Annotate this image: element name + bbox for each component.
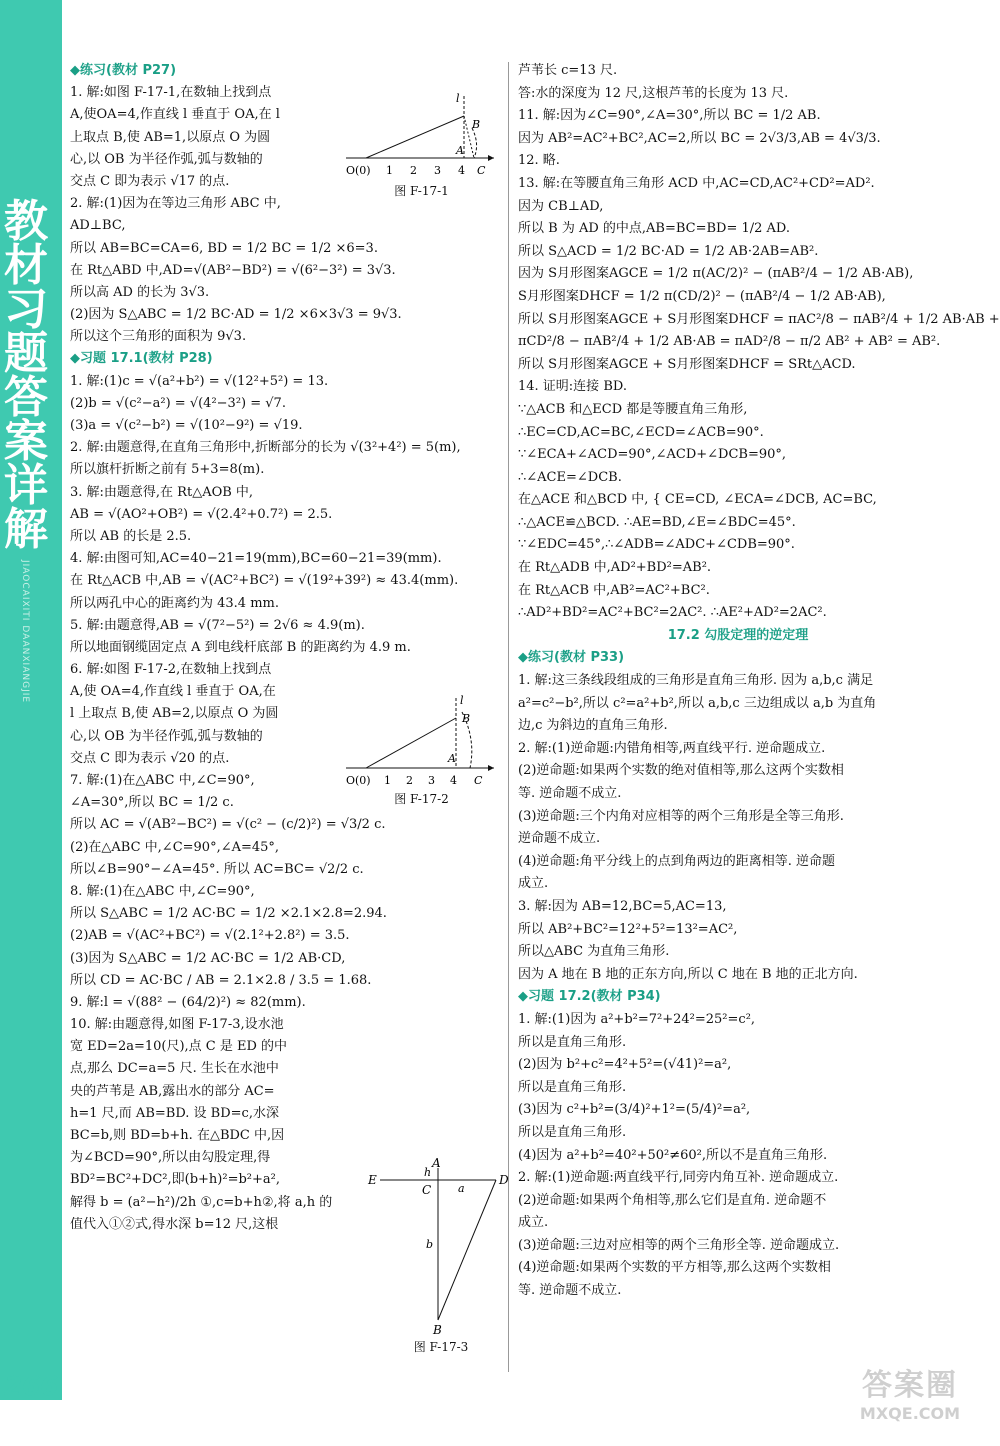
text-line: 所以是直角三角形. [518, 1079, 627, 1095]
text-line: 交点 C 即为表示 √17 的点. [70, 173, 230, 189]
text-line: 2. 解:(1)逆命题:内错角相等,两直线平行. 逆命题成立. [518, 740, 826, 756]
figure-caption-1: 图 F-17-1 [394, 184, 449, 198]
text-line: 所以∠B=90°−∠A=45°. 所以 AC=BC= √2/2 c. [70, 861, 364, 877]
pond-reed-diagram [366, 1156, 516, 1338]
fig1-label-l: l [456, 92, 460, 105]
text-line: ∴AD²+BD²=AC²+BC²=2AC². ∴AE²+AD²=2AC². [518, 605, 827, 621]
text-line: (3)因为 S△ABC = 1/2 AC·BC = 1/2 AB·CD, [70, 950, 346, 966]
text-line: 1. 解:(1)c = √(a²+b²) = √(12²+5²) = 13. [70, 373, 329, 389]
sidebar-band [0, 0, 62, 1400]
text-line: (3)逆命题:三个内角对应相等的两个三角形是全等三角形. [518, 808, 844, 824]
fig1-label-2: 2 [410, 164, 417, 177]
text-line: 所以 AC = √(AB²−BC²) = √(c² − (c/2)²) = √3/2 c. [70, 817, 386, 833]
text-line: 所以地面钢缆固定点 A 到电线杆底部 B 的距离约为 4.9 m. [70, 639, 411, 655]
fig1-label-1: 1 [386, 164, 393, 177]
watermark-logo-text: 答案圈 [862, 1368, 958, 1403]
text-line: 成立. [518, 1215, 549, 1231]
fig3-label-a-side: a [458, 1182, 465, 1195]
section-heading: ◆练习(教材 P27) [70, 63, 177, 78]
text-line: 因为 CB⊥AD, [518, 198, 604, 214]
text-line: 所以旗杆折断之前有 5+3=8(m). [70, 462, 265, 478]
text-line: 在△ACE 和△BCD 中, { CE=CD, ∠ECA=∠DCB, AC=BC, [518, 492, 877, 508]
text-line: 为∠BCD=90°,所以由勾股定理,得 [70, 1150, 271, 1166]
fig2-label-3: 3 [428, 774, 435, 787]
fig1-label-o: O(0) [346, 164, 371, 177]
text-line: 点,那么 DC=a=5 尺. 生长在水池中 [70, 1061, 279, 1077]
text-line: 7. 解:(1)在△ABC 中,∠C=90°, [70, 773, 255, 788]
fig1-label-c: C [477, 164, 486, 177]
text-line: (2)逆命题:如果两个实数的绝对值相等,那么这两个实数相 [518, 763, 844, 779]
text-line: 14. 证明:连接 BD. [518, 379, 627, 395]
text-line: 答:水的深度为 12 尺,这根芦苇的长度为 13 尺. [518, 85, 789, 101]
figure-f17-2 [344, 690, 499, 807]
text-line: 1. 解:如图 F-17-1,在数轴上找到点 [70, 85, 272, 101]
fig2-label-c: C [474, 774, 483, 787]
figure-f17-1 [344, 86, 499, 199]
text-line: ∠A=30°,所以 BC = 1/2 c. [70, 795, 234, 811]
text-line: 所以这个三角形的面积为 9√3. [70, 329, 247, 345]
text-line: 芦苇长 c=13 尺. [518, 63, 618, 78]
text-line: 2. 解:(1)逆命题:两直线平行,同旁内角互补. 逆命题成立. [518, 1170, 839, 1186]
text-line: 等. 逆命题不成立. [518, 786, 622, 801]
text-line: 12. 略. [518, 153, 560, 169]
text-line: 在 Rt△ACB 中,AB = √(AC²+BC²) = √(19²+39²) ≈ 43.4(mm). [70, 573, 459, 589]
fig2-label-b: B [462, 712, 471, 725]
text-line: 6. 解:如图 F-17-2,在数轴上找到点 [70, 662, 272, 678]
text-line: 交点 C 即为表示 √20 的点. [70, 750, 230, 766]
text-line: (3)逆命题:三边对应相等的两个三角形全等. 逆命题成立. [518, 1237, 840, 1253]
text-line: 1. 解:这三条线段组成的三角形是直角三角形. 因为 a,b,c 满足 [518, 673, 874, 689]
text-line: A,使 OA=4,作直线 l 垂直于 OA,在 [70, 684, 276, 700]
sidebar-pinyin: JIAOCAIXITI DAANXIANGJIE [20, 560, 30, 704]
fig2-label-4: 4 [450, 774, 457, 787]
text-line: 成立. [518, 876, 549, 892]
fig3-label-d: D [499, 1173, 509, 1187]
fig3-label-a: A [432, 1156, 441, 1170]
fig3-label-e: E [368, 1173, 377, 1187]
fig2-label-a: A [448, 752, 456, 765]
text-line: ∵∠EDC=45°,∴∠ADB=∠ADC+∠CDB=90°. [518, 537, 795, 553]
text-line: 所以 S月形图案AGCE + S月形图案DHCF = πAC²/8 − πAB²/4 + 1/2 AB·AB + [518, 311, 1000, 327]
text-line: 2. 解:由题意得,在直角三角形中,折断部分的长为 √(3²+4²) = 5(m), [70, 440, 461, 456]
number-line-diagram-1 [344, 86, 499, 182]
section-heading: ◆练习(教材 P33) [518, 650, 625, 666]
text-line: 心,以 OB 为半径作弧,弧与数轴的 [70, 728, 263, 744]
text-line: 所以 S△ACD = 1/2 BC·AD = 1/2 AB·2AB=AB². [518, 243, 819, 259]
number-line-diagram-2 [344, 690, 499, 790]
text-line: 3. 解:由题意得,在 Rt△AOB 中, [70, 484, 254, 500]
text-line: 所以是直角三角形. [518, 1034, 627, 1050]
text-line: 3. 解:因为 AB=12,BC=5,AC=13, [518, 898, 727, 914]
fig3-label-h: h [424, 1166, 432, 1179]
text-line: 值代入①②式,得水深 b=12 尺,这根 [70, 1216, 279, 1232]
text-line: 所以高 AD 的长为 3√3. [70, 284, 210, 300]
text-line: (2)AB = √(AC²+BC²) = √(2.1²+2.8²) = 3.5. [70, 928, 350, 944]
text-line: 所以 S月形图案AGCE + S月形图案DHCF = SRt△ACD. [518, 356, 856, 372]
text-line: h=1 尺,而 AB=BD. 设 BD=c,水深 [70, 1105, 279, 1121]
text-line: 在 Rt△ACB 中,AB²=AC²+BC². [518, 582, 710, 598]
text-line: 央的芦苇是 AB,露出水的部分 AC= [70, 1083, 275, 1099]
text-line: ∴∠ACE=∠DCB. [518, 469, 622, 485]
fig1-label-3: 3 [434, 164, 441, 177]
text-line: 所以两孔中心的距离约为 43.4 mm. [70, 595, 279, 611]
fig1-label-a: A [456, 144, 464, 157]
text-line: 所以 CD = AC·BC / AB = 2.1×2.8 / 3.5 = 1.68. [70, 972, 372, 988]
text-line: 上取点 B,使 AB=1,以原点 O 为圆 [70, 129, 271, 145]
text-line: ∴EC=CD,AC=BC,∠ECD=∠ACB=90°. [518, 424, 764, 440]
text-line: 因为 A 地在 B 地的正东方向,所以 C 地在 B 地的正北方向. [518, 966, 858, 982]
text-line: 所以△ABC 为直角三角形. [518, 944, 670, 960]
text-line: (2)因为 b²+c²=4²+5²=(√41)²=a², [518, 1057, 732, 1073]
figure-caption-3: 图 F-17-3 [413, 1340, 469, 1354]
fig2-label-2: 2 [406, 774, 413, 787]
text-line: 1. 解:(1)因为 a²+b²=7²+24²=25²=c², [518, 1011, 756, 1027]
text-line: 10. 解:由题意得,如图 F-17-3,设水池 [70, 1017, 284, 1033]
section-heading: ◆习题 17.1(教材 P28) [70, 351, 213, 367]
text-line: AB = √(AO²+OB²) = √(2.4²+0.7²) = 2.5. [70, 506, 333, 522]
text-line: (2)逆命题:如果两个角相等,那么它们是直角. 逆命题不 [518, 1192, 827, 1208]
text-line: 在 Rt△ABD 中,AD=√(AB²−BD²) = √(6²−3²) = 3√3. [70, 262, 396, 278]
text-line: A,使OA=4,作直线 l 垂直于 OA,在 l [70, 107, 280, 123]
sidebar-title: 教材习题答案详解 [4, 196, 48, 555]
text-line: 边,c 为斜边的直角三角形. [518, 718, 668, 734]
text-line: 因为 S月形图案AGCE = 1/2 π(AC/2)² − (πAB²/4 − 1/2 AB·AB), [518, 266, 914, 282]
text-line: (3)a = √(c²−b²) = √(10²−9²) = √19. [70, 418, 303, 433]
text-line: 所以 AB²+BC²=12²+5²=13²=AC², [518, 921, 738, 937]
text-line: (2)因为 S△ABC = 1/2 BC·AD = 1/2 ×6×3√3 = 9√3. [70, 307, 402, 323]
text-line: AD⊥BC, [70, 218, 126, 234]
text-line: 5. 解:由题意得,AB = √(7²−5²) = 2√6 ≈ 4.9(m). [70, 617, 365, 633]
text-line: BD²=BC²+DC²,即(b+h)²=b²+a², [70, 1172, 280, 1188]
left-column [70, 62, 500, 1238]
section-heading: ◆习题 17.2(教材 P34) [518, 989, 661, 1005]
watermark [820, 1360, 1000, 1423]
watermark-url: MXQE.COM [859, 1404, 961, 1423]
text-line: 因为 AB²=AC²+BC²,AC=2,所以 BC = 2√3/3,AB = 4√3/3. [518, 130, 881, 146]
text-line: a²=c²−b²,所以 c²=a²+b²,所以 a,b,c 三边组成以 a,b 为直角 [518, 695, 877, 711]
text-line: 所以 AB 的长是 2.5. [70, 528, 192, 544]
text-line: 等. 逆命题不成立. [518, 1283, 622, 1299]
text-line: (4)因为 a²+b²=40²+50²≠60²,所以不是直角三角形. [518, 1147, 828, 1163]
text-line: 8. 解:(1)在△ABC 中,∠C=90°, [70, 883, 255, 899]
text-line: (4)逆命题:如果两个实数的平方相等,那么这两个实数相 [518, 1260, 831, 1276]
text-line: 逆命题不成立. [518, 831, 601, 847]
text-line: (4)逆命题:角平分线上的点到角两边的距离相等. 逆命题 [518, 853, 836, 869]
text-line: πCD²/8 − πAB²/4 + 1/2 AB·AB = πAD²/8 − π/2 AB² + AB² = AB². [518, 334, 941, 350]
text-line: (2)b = √(c²−a²) = √(4²−3²) = √7. [70, 395, 286, 411]
text-line: 所以 B 为 AD 的中点,AB=BC=BD= 1/2 AD. [518, 221, 791, 237]
text-line: 2. 解:(1)因为在等边三角形 ABC 中, [70, 196, 281, 212]
fig3-label-c: C [422, 1183, 432, 1197]
text-line: 4. 解:由图可知,AC=40−21=19(mm),BC=60−21=39(mm). [70, 551, 442, 567]
text-line: 在 Rt△ADB 中,AD²+BD²=AB². [518, 560, 712, 576]
right-column [518, 62, 1000, 1305]
fig2-label-1: 1 [384, 774, 391, 787]
figure-f17-3 [366, 1156, 516, 1355]
text-line: BC=b,则 BD=b+h. 在△BDC 中,因 [70, 1128, 285, 1143]
text-line: 11. 解:因为∠C=90°,∠A=30°,所以 BC = 1/2 AB. [518, 108, 821, 124]
text-line: 所以是直角三角形. [518, 1124, 627, 1140]
text-line: S月形图案DHCF = 1/2 π(CD/2)² − (πAB²/4 − 1/2 AB·AB), [518, 288, 886, 304]
text-line: 宽 ED=2a=10(尺),点 C 是 ED 的中 [70, 1039, 288, 1055]
fig3-label-b-side: b [426, 1238, 434, 1251]
text-line: (3)因为 c²+b²=(3/4)²+1²=(5/4)²=a², [518, 1102, 751, 1118]
fig1-label-b: B [472, 118, 481, 131]
fig1-label-4: 4 [458, 164, 465, 177]
text-line: l 上取点 B,使 AB=2,以原点 O 为圆 [70, 706, 279, 722]
text-line: (2)在△ABC 中,∠C=90°,∠A=45°, [70, 839, 280, 855]
text-line: 解得 b = (a²−h²)/2h ①,c=b+h②,将 a,h 的 [70, 1194, 333, 1210]
text-line: 13. 解:在等腰直角三角形 ACD 中,AC=CD,AC²+CD²=AD². [518, 175, 875, 191]
text-line: ∴△ACE≌△BCD. ∴AE=BD,∠E=∠BDC=45°. [518, 514, 796, 530]
text-line: 心,以 OB 为半径作弧,弧与数轴的 [70, 151, 263, 167]
text-line: ∵△ACB 和△ECD 都是等腰直角三角形, [518, 401, 748, 417]
fig3-label-b: B [433, 1323, 442, 1337]
fig2-label-l: l [460, 694, 464, 707]
text-line: 所以 S△ABC = 1/2 AC·BC = 1/2 ×2.1×2.8=2.94. [70, 906, 387, 922]
page-number: 266 [4, 1372, 59, 1402]
figure-caption-2: 图 F-17-2 [394, 792, 449, 806]
text-line: ∵∠ECA+∠ACD=90°,∠ACD+∠DCB=90°, [518, 447, 787, 463]
chapter-title: 17.2 勾股定理的逆定理 [667, 627, 809, 643]
text-line: 9. 解:l = √(88² − (64/2)²) ≈ 82(mm). [70, 994, 306, 1010]
fig2-label-o: O(0) [346, 774, 371, 787]
text-line: 所以 AB=BC=CA=6, BD = 1/2 BC = 1/2 ×6=3. [70, 240, 378, 256]
